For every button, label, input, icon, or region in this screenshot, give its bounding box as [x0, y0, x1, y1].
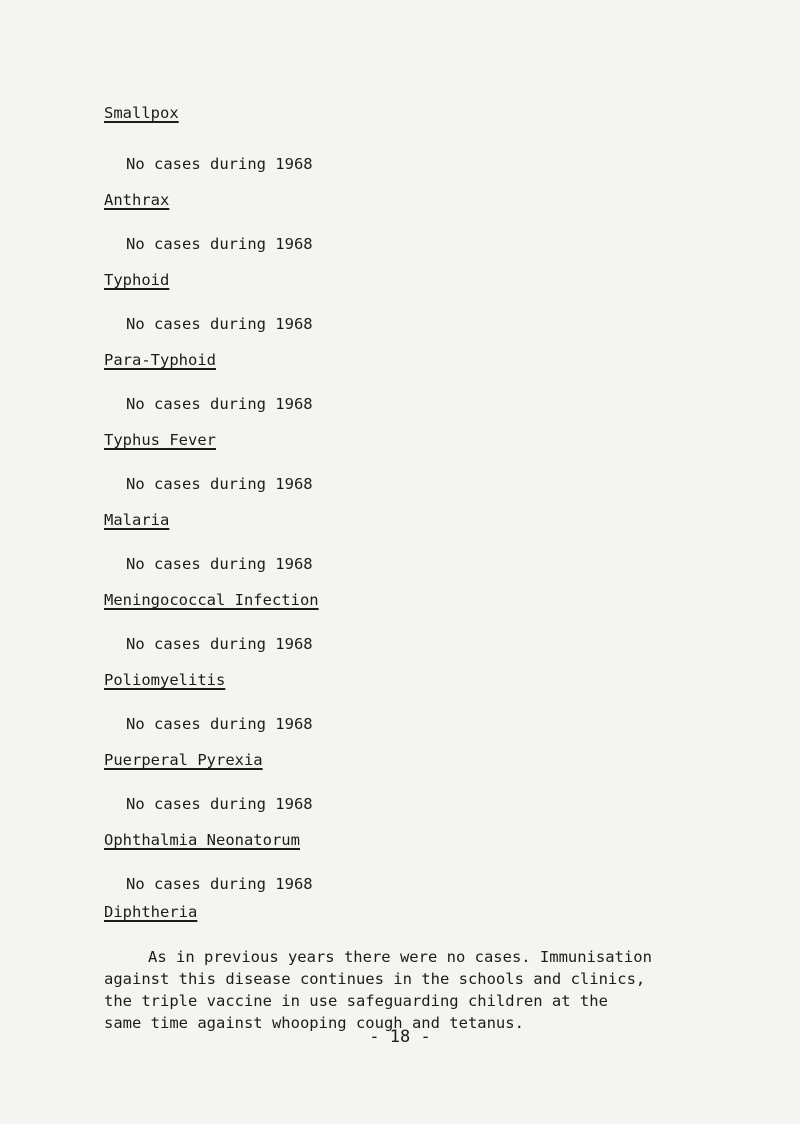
heading-smallpox: Smallpox	[104, 104, 179, 122]
heading-diphtheria: Diphtheria	[104, 903, 198, 921]
paragraph-line: same time against whooping cough and tetanus.	[104, 1014, 524, 1032]
heading-puerperal-pyrexia: Puerperal Pyrexia	[104, 751, 263, 769]
status-puerperal-pyrexia: No cases during 1968	[126, 795, 313, 813]
status-meningococcal-infection: No cases during 1968	[126, 635, 313, 653]
page-number: - 18 -	[369, 1027, 431, 1047]
heading-anthrax: Anthrax	[104, 191, 170, 209]
status-para-typhoid: No cases during 1968	[126, 395, 313, 413]
heading-para-typhoid: Para-Typhoid	[104, 351, 216, 369]
paragraph-line: As in previous years there were no cases. Immunisation	[148, 948, 652, 966]
status-anthrax: No cases during 1968	[126, 235, 313, 253]
heading-poliomyelitis: Poliomyelitis	[104, 671, 226, 689]
heading-meningococcal-infection: Meningococcal Infection	[104, 591, 319, 609]
heading-typhus-fever: Typhus Fever	[104, 431, 216, 449]
heading-ophthalmia-neonatorum: Ophthalmia Neonatorum	[104, 831, 300, 849]
status-poliomyelitis: No cases during 1968	[126, 715, 313, 733]
status-typhoid: No cases during 1968	[126, 315, 313, 333]
heading-malaria: Malaria	[104, 511, 170, 529]
paragraph-line: against this disease continues in the schools and clinics,	[104, 970, 646, 988]
status-typhus-fever: No cases during 1968	[126, 475, 313, 493]
status-smallpox: No cases during 1968	[126, 155, 313, 173]
paragraph-line: the triple vaccine in use safeguarding children at the	[104, 992, 608, 1010]
status-malaria: No cases during 1968	[126, 555, 313, 573]
status-ophthalmia-neonatorum: No cases during 1968	[126, 875, 313, 893]
heading-typhoid: Typhoid	[104, 271, 170, 289]
diphtheria-paragraph	[104, 946, 744, 1034]
